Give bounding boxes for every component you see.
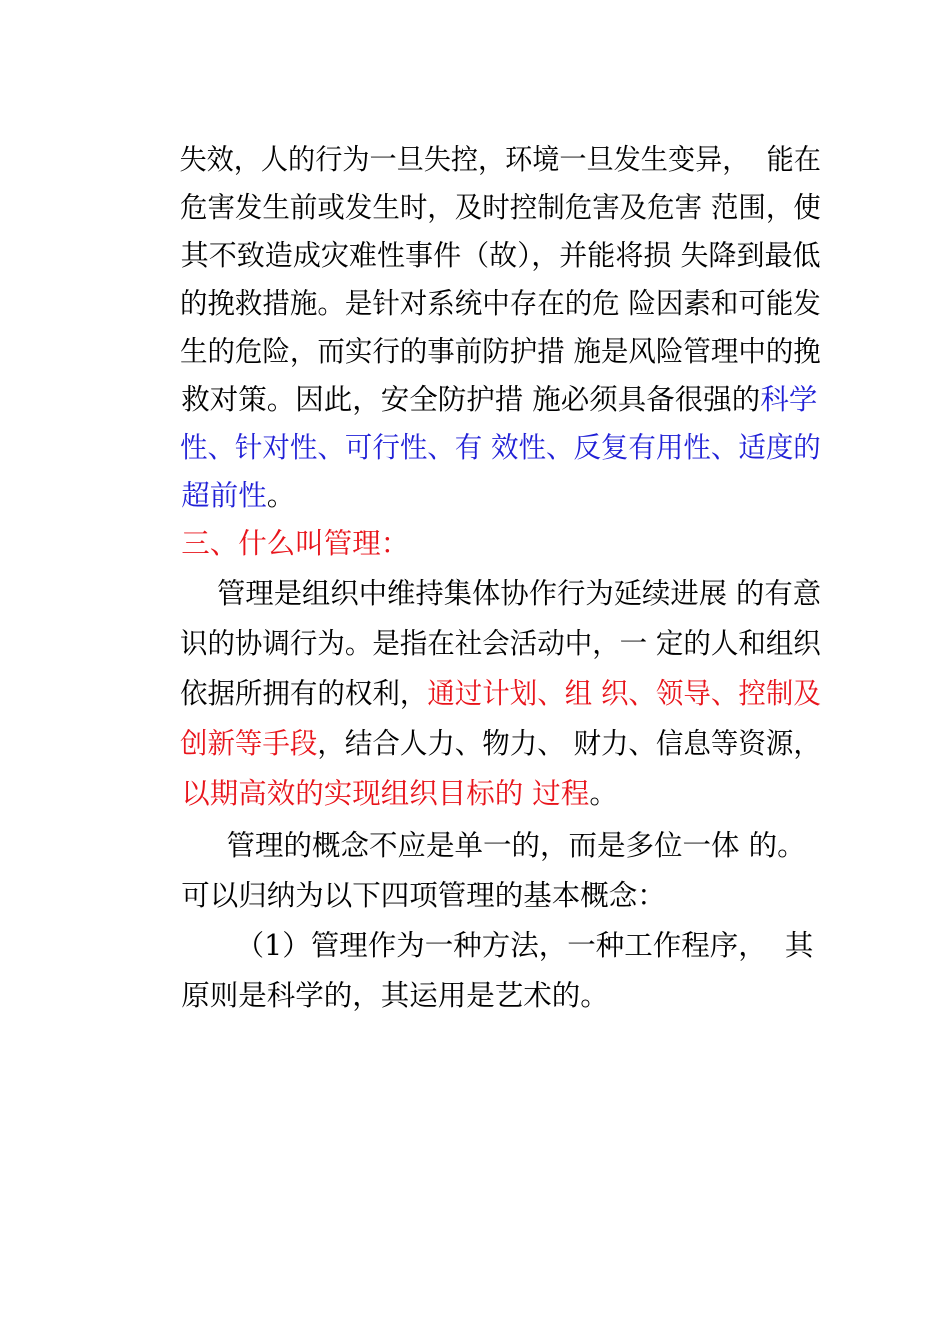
text-segment: 管理的概念不应是单一的，而是多位一体 的。 [181,829,806,862]
text-segment: 识的协调行为。是指在社会活动中，一 定的人和组织 [179,627,821,660]
highlight-text-red: 以期高效的实现组织目标的 过程 [181,777,590,810]
text-segment: 其不致造成灾难性事件（故），并能将损 失降到最低 [180,239,821,272]
text-segment: （1）管理作为一种方法，一种工作程序， 其 [181,929,814,962]
text-line [145,522,822,610]
highlight-text-red: 通过计划、组 织、领导、控制及 [427,677,821,710]
text-line [145,328,818,416]
text-segment: ，结合人力、物力、 财力、信息等资源， [317,727,821,760]
text-segment: 。 [589,777,618,810]
text-line [145,924,609,1012]
text-line [145,774,806,862]
text-line [145,280,821,368]
text-line [145,232,821,320]
text-segment: 。 [266,479,296,512]
text-segment: 的挽救措施。是针对系统中存在的危 险因素和可能发 [179,287,821,320]
text-segment: 救对策。因此，安全防护措 施必须具备很强的 [181,383,761,416]
text-segment: 失效，人的行为一旦失控，环境一旦发生变异， 能在 [179,143,821,176]
text-line [145,722,618,810]
text-segment: 依据所拥有的权利， [179,677,428,710]
text-segment: 生的危险，而实行的事前防护措 施是风险管理中的挽 [179,335,821,368]
text-line [145,824,666,912]
highlight-text-blue: 超前性 [181,479,267,512]
text-line [145,136,821,224]
text-line [145,622,821,710]
text-line [145,572,821,660]
section-heading [145,472,410,560]
text-segment: 管理是组织中维持集体协作行为延续进展 的有意 [181,577,822,610]
text-segment: 危害发生前或发生时，及时控制危害及危害 范围，使 [179,191,821,224]
text-line [145,184,821,272]
section-heading-text: 三、什么叫管理： [181,527,410,560]
highlight-text-red: 创新等手段 [179,727,318,760]
text-line [145,874,814,962]
text-line [145,424,296,512]
text-segment: 可以归纳为以下四项管理的基本概念： [181,879,666,912]
text-line [145,672,821,760]
text-line [145,376,821,464]
text-segment: 原则是科学的，其运用是艺术的。 [181,979,609,1012]
text-line [145,88,821,176]
highlight-text-blue: 科学 [760,383,818,416]
highlight-text-blue: 性、针对性、可行性、有 效性、反复有用性、适度的 [179,431,821,464]
